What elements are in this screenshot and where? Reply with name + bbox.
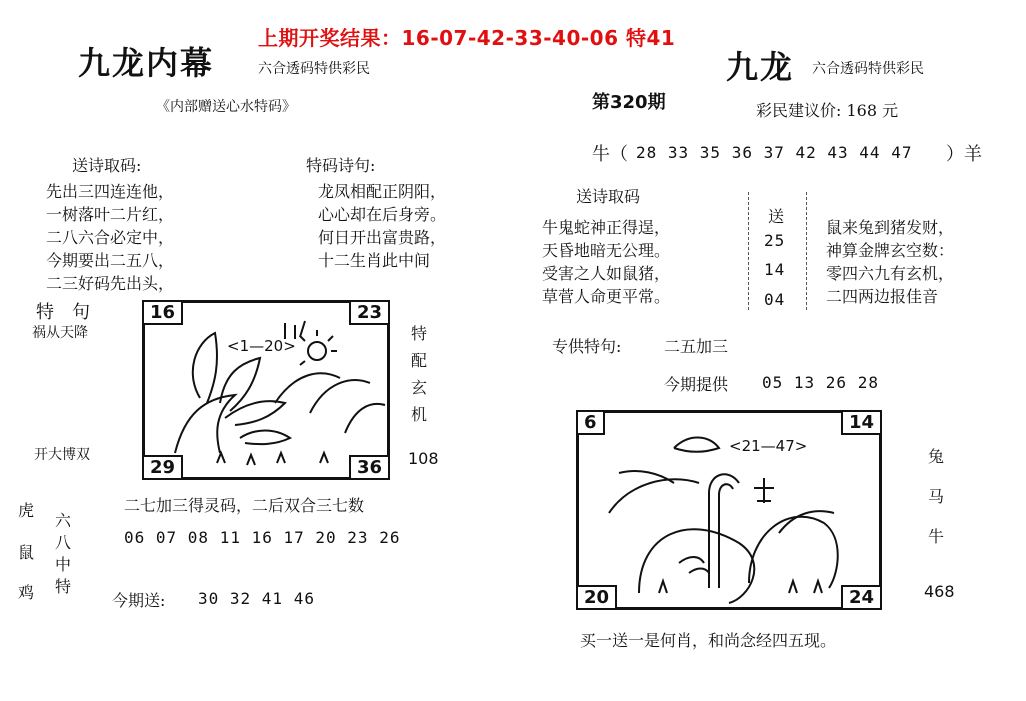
gift-number: 14: [764, 260, 786, 279]
right-side-number: 468: [924, 582, 955, 601]
right-poem2-line: 鼠来兔到猪发财，: [826, 218, 955, 237]
range-numbers: 28 33 35 36 37 42 43 44 47: [636, 143, 913, 162]
sketch-number-br: 36: [349, 455, 390, 480]
special-phrase: 祸从天降: [32, 325, 88, 341]
special-poem-line: 何日开出富贵路，: [318, 228, 447, 247]
gift-number: 04: [764, 290, 786, 309]
sketch-number-br: 24: [841, 585, 882, 610]
today-label: 今期送:: [112, 591, 166, 610]
hint-text: 二七加三得灵码，二后双合三七数: [124, 496, 365, 515]
range-suffix: ）羊: [946, 144, 982, 165]
cane-hill-drawing-icon: [579, 413, 879, 607]
gift-number: 25: [764, 231, 786, 250]
special-poem-line: 心心却在后身旁。: [318, 205, 447, 224]
side-note: 开大博双: [34, 447, 90, 463]
price: 彩民建议价: 168 元: [756, 101, 899, 120]
result-banner: 上期开奖结果：16-07-42-33-40-06 特41: [258, 26, 676, 50]
zodiac-rooster: 鸡: [18, 583, 35, 602]
issue-number: 第320期: [592, 92, 666, 113]
poem-title: 送诗取码:: [72, 156, 142, 175]
right-poem-line: 天昏地暗无公理。: [542, 241, 671, 260]
special-phrase-label: 专供特句:: [552, 337, 622, 356]
right-poem-line: 牛鬼蛇神正得逞，: [542, 218, 671, 237]
zodiac-horse: 马: [928, 487, 945, 506]
special-poem-title: 特码诗句:: [306, 156, 376, 175]
today-numbers: 30 32 41 46: [198, 589, 315, 608]
right-poem-title: 送诗取码: [576, 187, 641, 206]
sketch-number-bl: 29: [142, 455, 183, 480]
special-poem-line: 十二生肖此中间: [318, 251, 431, 270]
zodiac-tiger: 虎: [18, 501, 35, 520]
zodiac-ox: 牛: [928, 527, 945, 546]
poem-line: 一树落叶二片红，: [46, 205, 175, 224]
poem-lines: [46, 180, 174, 295]
vertical-hit: 六八中特: [54, 511, 71, 596]
left-brand-title: 九龙内幕: [78, 44, 215, 82]
divider-right: [806, 192, 807, 310]
leaf-sun-drawing-icon: [145, 303, 387, 477]
right-poem2-line: 零四六九有玄机，: [826, 264, 955, 283]
right-poem-lines: [542, 216, 670, 308]
poem-line: 今期要出二五八，: [46, 251, 175, 270]
divider-left: [748, 192, 749, 310]
range-prefix: 牛（: [592, 144, 628, 165]
right-today-label: 今期提供: [664, 375, 729, 394]
right-brand-slogan: 六合透码特供彩民: [812, 61, 924, 77]
side-number: 108: [408, 449, 439, 468]
vertical-note: 特配玄机: [410, 324, 427, 424]
sketch-number-bl: 20: [576, 585, 617, 610]
left-numbers: 06 07 08 11 16 17 20 23 26: [124, 528, 401, 547]
sketch-caption: <21—47>: [729, 437, 808, 455]
sketch-number-tl: 6: [576, 410, 605, 435]
left-sketch-frame: [142, 300, 390, 480]
right-brand-title: 九龙: [726, 48, 795, 86]
footer-riddle: 买一送一是何肖，和尚念经四五现。: [580, 631, 837, 650]
sketch-number-tr: 14: [841, 410, 882, 435]
gift-label: 送: [768, 207, 785, 226]
right-poem2-line: 二四两边报佳音: [826, 287, 939, 306]
sketch-caption: <1—20>: [227, 337, 296, 355]
sketch-number-tr: 23: [349, 300, 390, 325]
right-poem-line: 草菅人命更平常。: [542, 287, 671, 306]
poem-line: 先出三四连连他，: [46, 182, 175, 201]
poem-line: 二三好码先出头，: [46, 274, 175, 293]
special-poem-line: 龙凤相配正阴阳，: [318, 182, 447, 201]
sketch-number-tl: 16: [142, 300, 183, 325]
right-special-phrase: 二五加三: [664, 337, 729, 356]
right-today-numbers: 05 13 26 28: [762, 373, 879, 392]
right-poem2-line: 神算金牌玄空数：: [826, 241, 955, 260]
right-poem2-lines: [826, 216, 954, 308]
right-poem-line: 受害之人如鼠猪，: [542, 264, 671, 283]
right-sketch-frame: [576, 410, 882, 610]
zodiac-rat: 鼠: [18, 543, 35, 562]
poem-line: 二八六合必定中，: [46, 228, 175, 247]
special-phrase-title: 特 句: [36, 302, 90, 323]
special-poem-lines: [318, 180, 446, 272]
gift-note: 《内部赠送心水特码》: [156, 99, 296, 115]
zodiac-rabbit: 兔: [928, 447, 945, 466]
left-brand-slogan: 六合透码特供彩民: [258, 61, 370, 77]
